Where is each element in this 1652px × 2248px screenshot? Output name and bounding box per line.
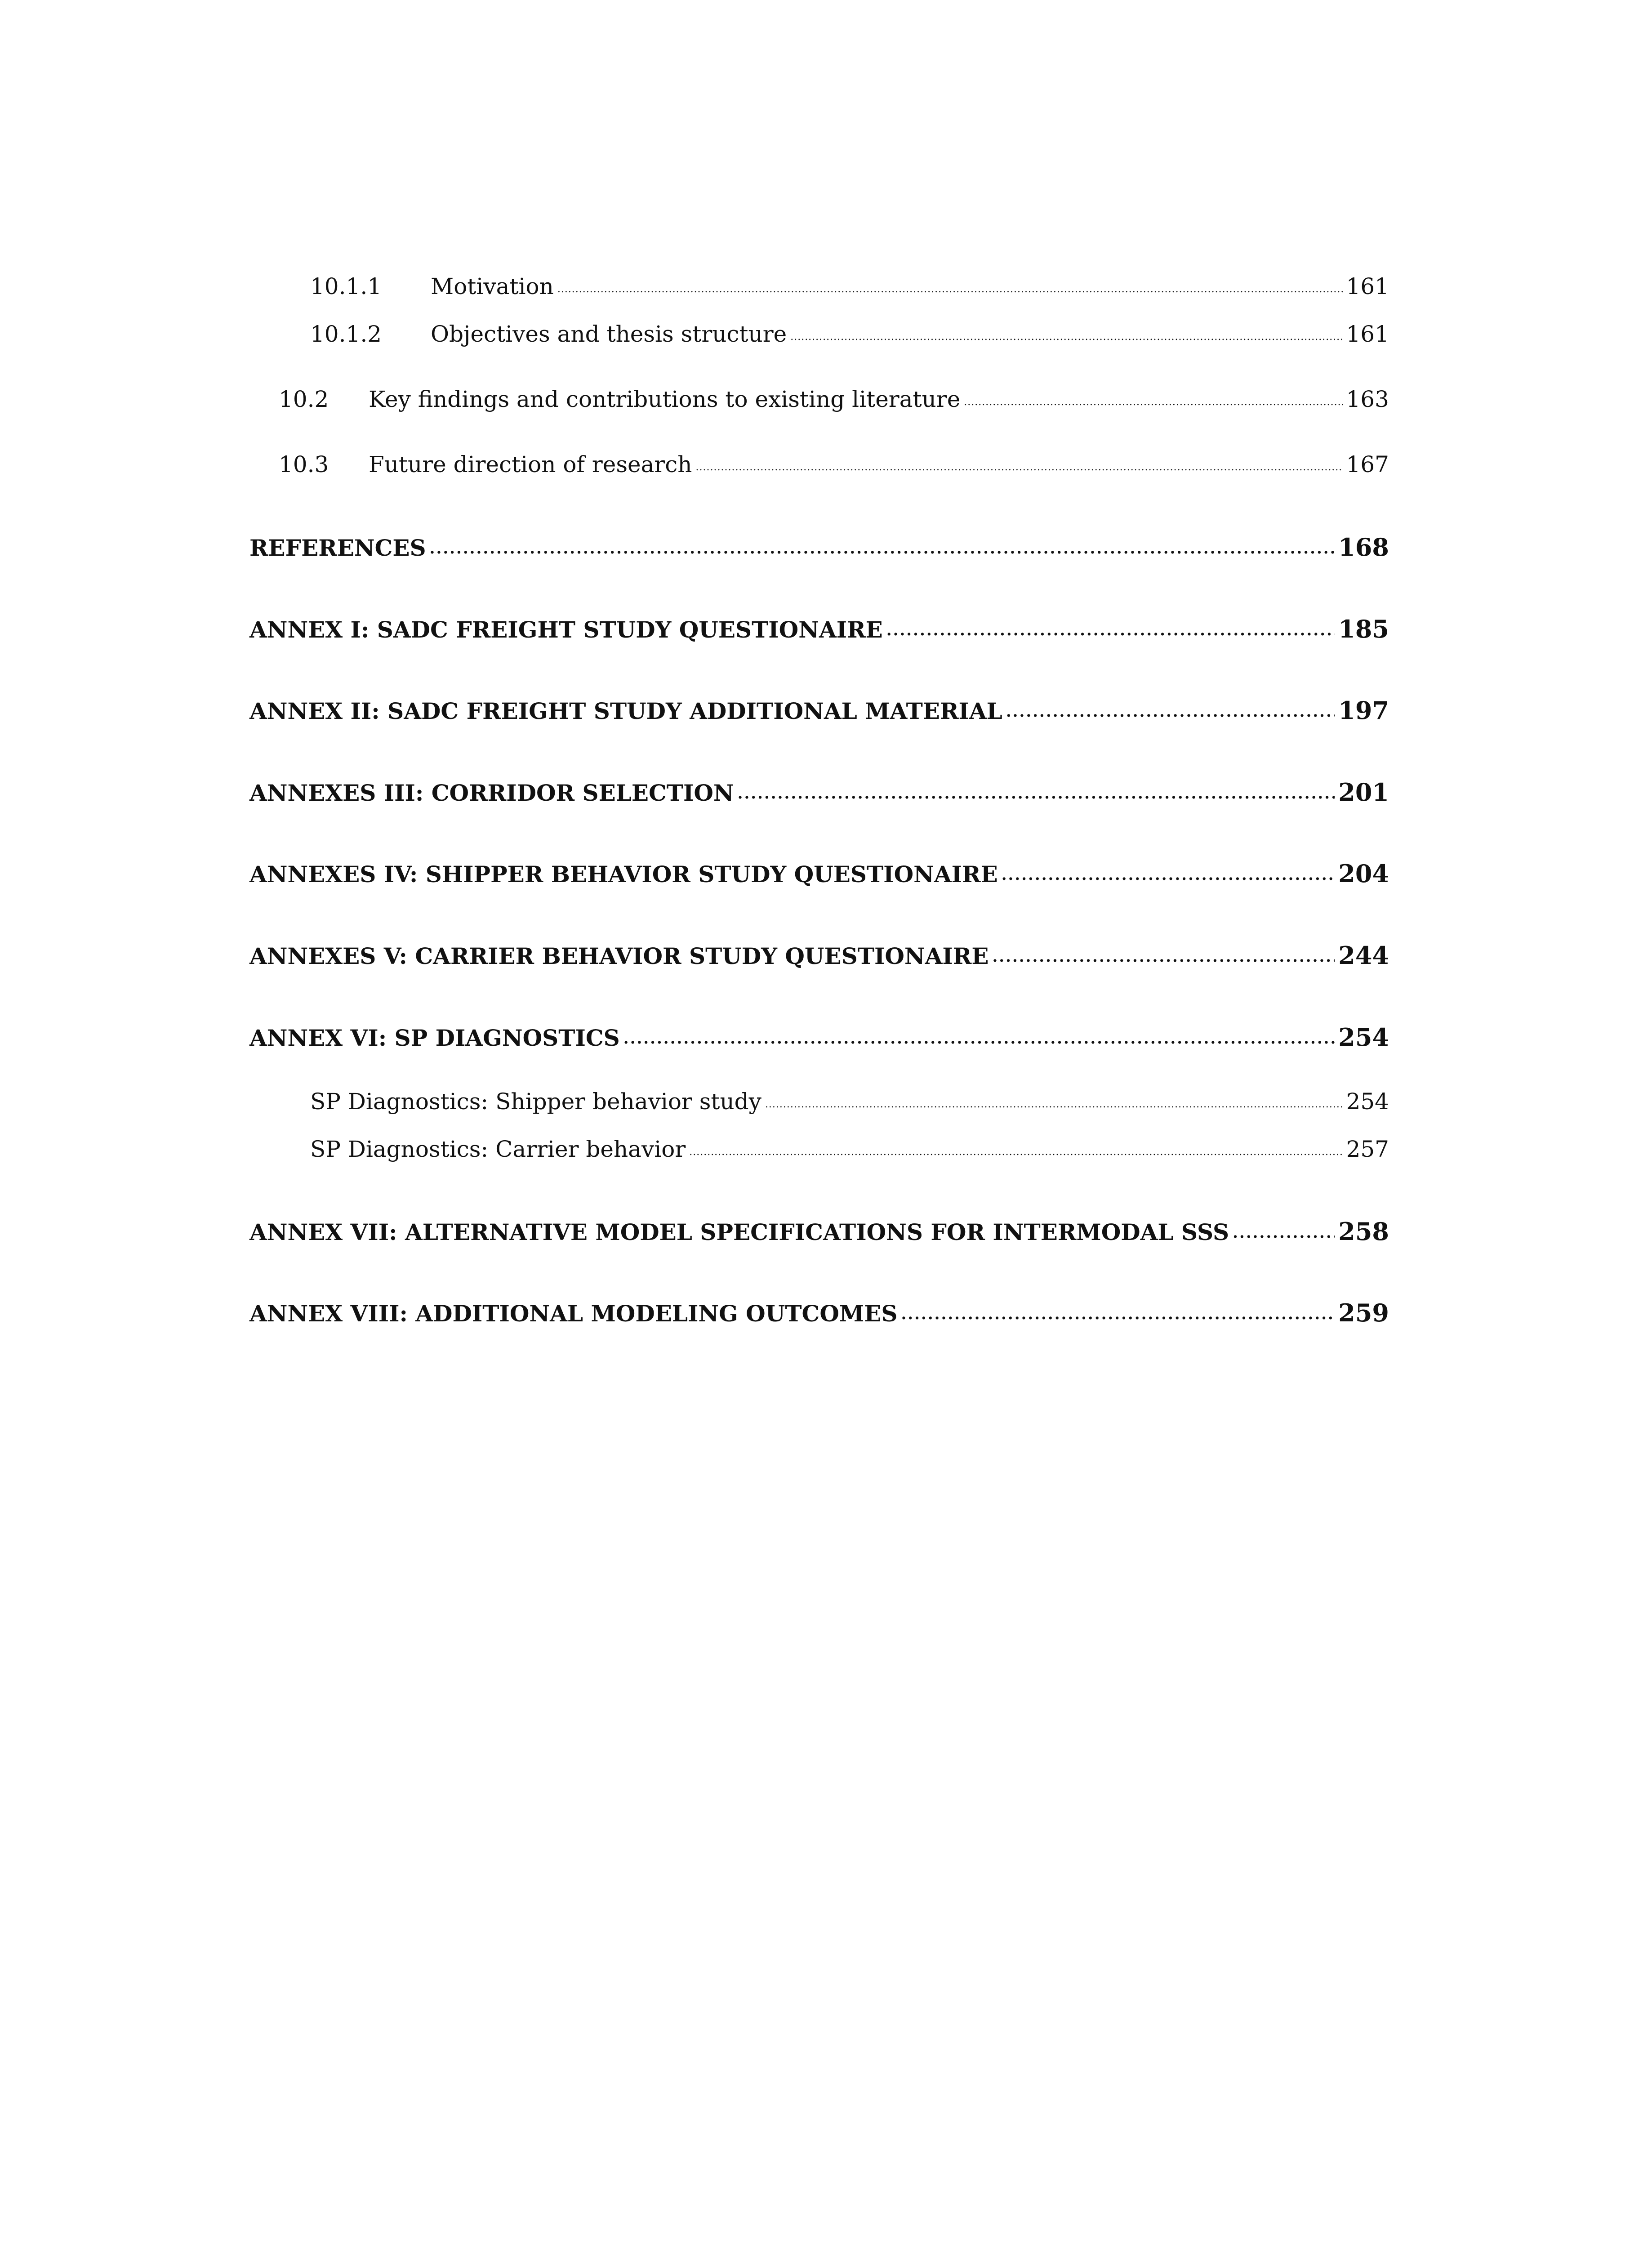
toc-entry-title: SP Diagnostics: Shipper behavior study	[310, 1088, 761, 1115]
toc-entry-title: ANNEX II: SADC FREIGHT STUDY ADDITIONAL MATERIAL	[249, 698, 1002, 724]
dot-leader	[901, 1307, 1335, 1322]
toc-entry-heading[interactable]	[249, 861, 1389, 886]
dot-leader	[430, 541, 1335, 556]
toc-entry-title: ANNEX I: SADC FREIGHT STUDY QUESTIONAIRE	[249, 616, 883, 643]
toc-entry-page: 204	[1338, 859, 1389, 888]
toc-entry[interactable]	[279, 453, 1389, 476]
toc-entry-title: ANNEXES V: CARRIER BEHAVIOR STUDY QUESTIONAIRE	[249, 943, 989, 969]
toc-entry-page: 167	[1346, 451, 1389, 477]
toc-entry-page: 201	[1338, 778, 1389, 807]
toc-entry-heading[interactable]	[249, 943, 1389, 968]
toc-entry-page: 185	[1338, 615, 1389, 643]
dot-leader	[992, 949, 1335, 964]
toc-entry-page: 168	[1338, 533, 1389, 562]
toc-entry-heading[interactable]	[249, 1298, 1389, 1327]
toc-entry-number: 10.2	[279, 386, 329, 412]
toc-entry-page: 258	[1338, 1217, 1389, 1246]
toc-entry-number: 10.3	[279, 451, 329, 477]
dot-leader	[1233, 1225, 1335, 1240]
toc-entry-heading[interactable]	[249, 698, 1389, 723]
toc-entry-title: ANNEXES IV: SHIPPER BEHAVIOR STUDY QUESTIONAIRE	[249, 861, 998, 888]
toc-entry-title: Future direction of research	[369, 451, 692, 477]
toc-entry[interactable]	[310, 323, 1389, 345]
toc-entry[interactable]	[310, 1138, 1389, 1160]
toc-entry[interactable]	[310, 275, 1389, 298]
dot-leader	[790, 332, 1342, 342]
toc-entry-page: 163	[1346, 386, 1389, 412]
toc-entry-heading[interactable]	[249, 778, 1389, 807]
toc-entry-page: 259	[1338, 1298, 1389, 1327]
toc-entry-title: ANNEXES III: CORRIDOR SELECTION	[249, 780, 734, 806]
toc-entry-heading[interactable]	[249, 617, 1389, 641]
toc-entry-title: ANNEX VIII: ADDITIONAL MODELING OUTCOMES	[249, 1300, 898, 1327]
dot-leader	[623, 1031, 1335, 1046]
toc-entry-page: 244	[1338, 941, 1389, 970]
dot-leader	[738, 786, 1335, 801]
toc-entry-title: Objectives and thesis structure	[431, 321, 787, 347]
toc-entry-page: 254	[1346, 1088, 1389, 1115]
toc-entry-page: 254	[1338, 1023, 1389, 1052]
toc-entry-title: SP Diagnostics: Carrier behavior	[310, 1136, 686, 1162]
toc-entry-title: ANNEX VII: ALTERNATIVE MODEL SPECIFICATIONS FOR INTERMODAL SSS	[249, 1219, 1229, 1245]
toc-entry-heading[interactable]	[249, 533, 1389, 562]
toc-entry-heading[interactable]	[249, 1219, 1389, 1244]
dot-leader	[696, 463, 1343, 473]
toc-entry-number: 10.1.2	[310, 321, 382, 347]
dot-leader	[964, 397, 1342, 407]
toc-entry-page: 197	[1338, 696, 1389, 725]
toc-entry-title: Motivation	[431, 273, 554, 299]
toc-entry-title: ANNEX VI: SP DIAGNOSTICS	[249, 1025, 620, 1051]
dot-leader	[886, 623, 1335, 638]
dot-leader	[765, 1100, 1343, 1110]
toc-entry[interactable]	[279, 388, 1389, 410]
toc-entry-title: REFERENCES	[249, 535, 426, 561]
toc-entry-number: 10.1.1	[310, 273, 382, 299]
dot-leader	[689, 1147, 1342, 1157]
toc-entry-page: 161	[1346, 321, 1389, 347]
toc-entry-page: 161	[1346, 273, 1389, 299]
toc-entry-page: 257	[1346, 1136, 1389, 1162]
toc-entry-heading[interactable]	[249, 1023, 1389, 1052]
toc-entry[interactable]	[310, 1090, 1389, 1113]
toc-entry-title: Key findings and contributions to existing literature	[369, 386, 961, 412]
dot-leader	[1006, 704, 1335, 719]
dot-leader	[1002, 867, 1335, 883]
dot-leader	[557, 285, 1343, 294]
